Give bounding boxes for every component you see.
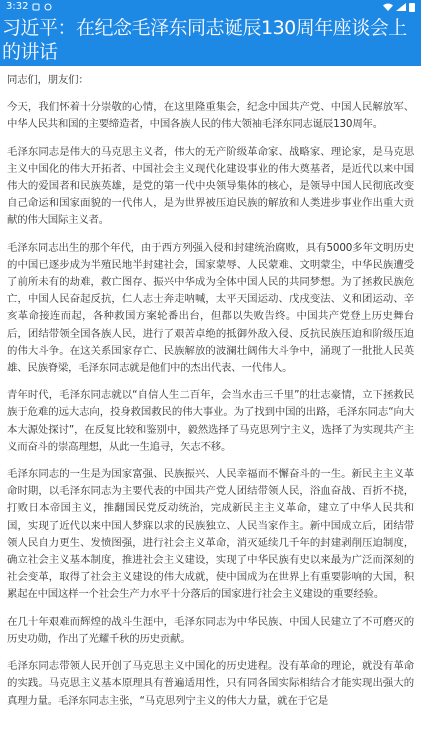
article-paragraph: 今天，我们怀着十分崇敬的心情，在这里隆重集会，纪念中国共产党、中国人民解放军、中华人民共和国的主要缔造者，中国各族人民的伟大领袖毛泽东同志诞辰130周年。 (7, 101, 414, 131)
article-paragraph: 同志们，朋友们： (7, 74, 89, 86)
article-paragraph: 在几十年艰难而辉煌的战斗生涯中，毛泽东同志为中华民族、中国人民建立了不可磨灭的历史功勋，作出了光耀千秋的历史贡献。 (7, 615, 414, 645)
battery-icon (409, 3, 415, 12)
status-right (383, 3, 415, 12)
article-paragraph: 毛泽东同志带领人民开创了马克思主义中国化的历史进程。没有革命的理论，就没有革命的实践。马克思主义基本原理具有普遍适用性，只有同各国实际相结合才能实现出强大的真理力量。毛泽东同志主张，“马克思列宁主义的伟大力量，就在于它是 (7, 660, 414, 707)
title-bar (0, 14, 421, 66)
article-paragraph: 毛泽东同志出生的那个年代，由于西方列强入侵和封建统治腐败，具有5000多年文明历史的中国已逐步成为半殖民地半封建社会，国家蒙辱、人民蒙难、文明蒙尘，中华民族遭受了前所未有的劫难，救亡图存、振兴中华成为全体中国人民的共同梦想。为了拯救民族危亡，中国人民奋起反抗，仁人志士奔走呐喊，太平天国运动、戊戌变法、义和团运动、辛亥革命接连而起，各种救国方案轮番出台，但都以失败告终。中国共产党登上历史舞台后，团结带领全国各族人民，进行了艰苦卓绝的抵御外敌入侵、反抗民族压迫和阶级压迫的伟大斗争。在这关系国家存亡、民族解放的波澜壮阔伟大斗争中，涌现了一批批人民英雄、民族脊梁，毛泽东同志就是他们中的杰出代表、一代伟人。 (7, 241, 414, 375)
article-content[interactable] (0, 66, 421, 750)
wifi-icon (383, 3, 393, 11)
sync-icon (44, 3, 52, 11)
status-time: 3:32 (6, 1, 29, 12)
signal-icon (396, 3, 406, 11)
article-paragraph: 青年时代，毛泽东同志就以“自信人生二百年，会当水击三千里”的壮志豪情，立下拯救民族于危难的远大志向，投身救国救民的伟大事业。为了找到中国的出路，毛泽东同志“向大本大源处探讨”，在反复比较和鉴别中，毅然选择了马克思列宁主义，选择了为实现共产主义而奋斗的崇高理想，从此一生追寻，矢志不移。 (7, 389, 414, 453)
article-paragraph: 毛泽东同志是伟大的马克思主义者，伟大的无产阶级革命家、战略家、理论家，是马克思主义中国化的伟大开拓者、中国社会主义现代化建设事业的伟大奠基者，是近代以来中国伟大的爱国者和民族英雄，是党的第一代中央领导集体的核心，是领导中国人民彻底改变自己命运和国家面貌的一代伟人，是为世界被压迫民族的解放和人类进步事业作出重大贡献的伟大国际主义者。 (7, 145, 414, 227)
article-paragraph: 毛泽东同志的一生是为国家富强、民族振兴、人民幸福而不懈奋斗的一生。新民主主义革命时期，以毛泽东同志为主要代表的中国共产党人团结带领人民，浴血奋战、百折不挠，打败日本帝国主义，推翻国民党反动统治，完成新民主主义革命，建立了中华人民共和国，实现了近代以来中国人梦寐以求的民族独立、人民当家作主。新中国成立后，团结带领人民自力更生、发愤图强，进行社会主义革命，消灭延续几千年的封建剥削压迫制度，确立社会主义基本制度，推进社会主义建设，实现了中华民族有史以来最为广泛而深刻的社会变革，取得了社会主义建设的伟大成就，使中国成为在世界上有重要影响的大国，积累起在中国这样一个社会生产力水平十分落后的国家进行社会主义建设的重要经验。 (7, 468, 414, 601)
status-left (6, 0, 52, 14)
notification-icon (32, 3, 40, 11)
page-title: 习近平：在纪念毛泽东同志诞辰130周年座谈会上的讲话 (2, 17, 407, 63)
status-bar (0, 0, 421, 14)
